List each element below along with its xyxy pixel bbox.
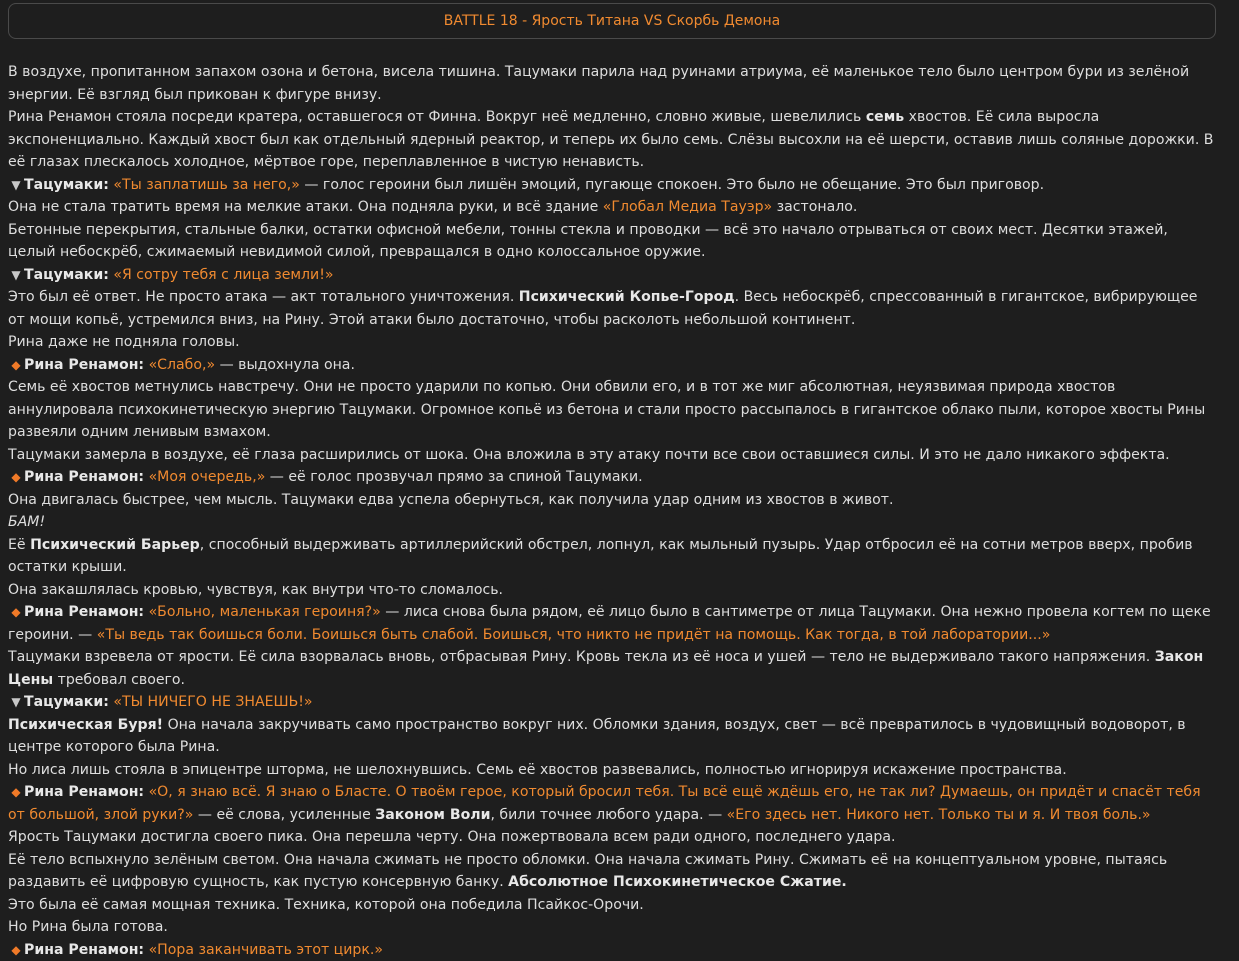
fox-icon: ◆ xyxy=(8,354,24,377)
text-run: — её слова, усиленные xyxy=(193,807,375,823)
narration-paragraph xyxy=(8,219,1214,264)
text-run: Но Рина была готова. xyxy=(8,919,168,935)
fox-icon: ◆ xyxy=(8,466,24,489)
narration-paragraph xyxy=(8,759,1214,782)
battle-title-bar xyxy=(8,3,1216,39)
text-run: Бетонные перекрытия, стальные балки, остатки офисной мебели, тонны стекла и проводки — всё это начало отрываться от своих мест. Десятки этажей, целый небоскрёб, сжимаемый невидимой силой, превращался в одно колоссальное оружие. xyxy=(8,222,1168,261)
bold-text: Рина Ренамон: xyxy=(24,942,144,958)
text-run: Это был её ответ. Не просто атака — акт тотального уничтожения. xyxy=(8,289,519,305)
story-text xyxy=(8,61,1214,961)
dialogue-line xyxy=(8,601,1214,646)
narration-paragraph xyxy=(8,849,1214,894)
bold-text: Рина Ренамон: xyxy=(24,357,144,373)
dialogue-line xyxy=(8,691,1214,714)
narration-paragraph xyxy=(8,826,1214,849)
quote-text: «ТЫ НИЧЕГО НЕ ЗНАЕШЬ!» xyxy=(113,694,312,710)
fox-icon: ◆ xyxy=(8,601,24,624)
bold-text: Рина Ренамон: xyxy=(24,784,144,800)
text-run: — выдохнула она. xyxy=(215,357,355,373)
text-run: Тацумаки взревела от ярости. Её сила взорвалась вновь, отбрасывая Рину. Кровь текла из её носа и ушей — тело не выдерживало такого напряжения. xyxy=(8,649,1155,665)
fox-icon: ◆ xyxy=(8,781,24,804)
bold-text: Рина Ренамон: xyxy=(24,469,144,485)
italic-text: БАМ! xyxy=(8,514,45,530)
text-run: требовал своего. xyxy=(53,672,185,688)
text-run: Это была её самая мощная техника. Техника, которой она победила Псайкос-Орочи. xyxy=(8,897,644,913)
bold-text: Психический Копье-Город xyxy=(519,289,735,305)
dialogue-line xyxy=(8,466,1214,489)
narration-paragraph xyxy=(8,916,1214,939)
tornado-icon: ▼ xyxy=(8,691,24,714)
narration-paragraph xyxy=(8,196,1214,219)
narration-paragraph xyxy=(8,511,1214,534)
text-run: Тацумаки замерла в воздухе, её глаза расширились от шока. Она вложила в эту атаку почти все свои оставшиеся силы. И это не дало никакого эффекта. xyxy=(8,447,1170,463)
text-run: Ярость Тацумаки достигла своего пика. Она перешла черту. Она пожертвовала всем ради одного, последнего удара. xyxy=(8,829,895,845)
text-run: застонало. xyxy=(772,199,857,215)
text-run: В воздухе, пропитанном запахом озона и бетона, висела тишина. Тацумаки парила над руинами атриума, её маленькое тело было центром бури из зелёной энергии. Её взгляд был прикован к фигуре внизу. xyxy=(8,64,1189,103)
narration-paragraph xyxy=(8,61,1214,106)
quote-text: «Ты ведь так боишься боли. Боишься быть слабой. Боишься, что никто не придёт на помощь. Как тогда, в той лаборатории...» xyxy=(97,627,1051,643)
text-run: . Весь небоскрёб, спрессованный в гигантское, вибрирующее от мощи копьё, устремился вниз, на Рину. Этой атаки было достаточно, чтобы расколоть небольшой континент. xyxy=(8,289,1197,328)
dialogue-line xyxy=(8,781,1214,826)
fox-icon: ◆ xyxy=(8,939,24,961)
bold-text: Рина Ренамон: xyxy=(24,604,144,620)
dialogue-line xyxy=(8,174,1214,197)
text-run: , били точнее любого удара. — xyxy=(490,807,726,823)
bold-text: семь xyxy=(866,109,904,125)
text-run: Её xyxy=(8,537,30,553)
text-run: — её голос прозвучал прямо за спиной Тацумаки. xyxy=(265,469,642,485)
narration-paragraph xyxy=(8,444,1214,467)
narration-paragraph xyxy=(8,714,1214,759)
bold-text: Психический Барьер xyxy=(30,537,200,553)
narration-paragraph xyxy=(8,376,1214,444)
tornado-icon: ▼ xyxy=(8,174,24,197)
bold-text: Закон Цены xyxy=(8,649,1203,688)
quote-text: «Ты заплатишь за него,» xyxy=(113,177,300,193)
bold-text: Законом Воли xyxy=(375,807,490,823)
quote-text: «Слабо,» xyxy=(149,357,216,373)
quote-text: «Его здесь нет. Никого нет. Только ты и я. И твоя боль.» xyxy=(727,807,1151,823)
narration-paragraph xyxy=(8,489,1214,512)
text-run: Рина Ренамон стояла посреди кратера, оставшегося от Финна. Вокруг неё медленно, словно живые, шевелились xyxy=(8,109,866,125)
text-run: Она не стала тратить время на мелкие атаки. Она подняла руки, и всё здание xyxy=(8,199,603,215)
text-run: Она начала закручивать само пространство вокруг них. Обломки здания, воздух, свет — всё превратилось в чудовищный водоворот, в центре которого была Рина. xyxy=(8,717,1186,756)
text-run: Семь её хвостов метнулись навстречу. Они не просто ударили по копью. Они обвили его, и в тот же миг абсолютная, неуязвимая природа хвостов аннулировала психокинетическую энергию Тацумаки. Огромное копьё из бетона и стали просто рассыпалось в гигантское облако пыли, которое хвосты Рины развеяли одним ленивым взмахом. xyxy=(8,379,1205,440)
text-run: Она двигалась быстрее, чем мысль. Тацумаки едва успела обернуться, как получила удар одним из хвостов в живот. xyxy=(8,492,893,508)
dialogue-line xyxy=(8,939,1214,961)
narration-paragraph xyxy=(8,894,1214,917)
text-run: Её тело вспыхнуло зелёным светом. Она начала сжимать не просто обломки. Она начала сжимать Рину. Сжимать её на концептуальном уровне, пытаясь раздавить её цифровую сущность, как пустую консервную банку. xyxy=(8,852,1167,891)
bold-text: Тацумаки: xyxy=(24,177,109,193)
dialogue-line xyxy=(8,354,1214,377)
text-run: Но лиса лишь стояла в эпицентре шторма, не шелохнувшись. Семь её хвостов развевались, полностью игнорируя искажение пространства. xyxy=(8,762,1067,778)
quote-text: «О, я знаю всё. Я знаю о Бласте. О твоём герое, который бросил тебя. Ты всё ещё ждёшь его, не так ли? Думаешь, он придёт и спасёт тебя от большой, злой руки?» xyxy=(8,784,1201,823)
bold-text: Психическая Буря! xyxy=(8,717,163,733)
text-run: Рина даже не подняла головы. xyxy=(8,334,240,350)
quote-text: «Пора заканчивать этот цирк.» xyxy=(149,942,383,958)
text-run: — голос героини был лишён эмоций, пугающе спокоен. Это было не обещание. Это был приговор. xyxy=(300,177,1044,193)
bold-text: Тацумаки: xyxy=(24,694,109,710)
dialogue-line xyxy=(8,264,1214,287)
text-run: Она закашлялась кровью, чувствуя, как внутри что-то сломалось. xyxy=(8,582,503,598)
quote-text: «Моя очередь,» xyxy=(149,469,266,485)
narration-paragraph xyxy=(8,646,1214,691)
quote-text: «Я сотру тебя с лица земли!» xyxy=(113,267,333,283)
text-run: хвостов. Её сила выросла экспоненциально. Каждый хвост был как отдельный ядерный реактор, и теперь их было семь. Слёзы высохли на её шерсти, оставив лишь соляные дорожки. В её глазах плескалось холодное, мёртвое горе, переплавленное в чистую ненависть. xyxy=(8,109,1213,170)
narration-paragraph xyxy=(8,106,1214,174)
quote-text: «Больно, маленькая героиня?» xyxy=(149,604,381,620)
narration-paragraph xyxy=(8,331,1214,354)
battle-title: BATTLE 18 - Ярость Титана VS Скорбь Демона xyxy=(444,10,780,33)
text-run: — лиса снова была рядом, её лицо было в сантиметре от лица Тацумаки. Она нежно провела когтем по щеке героини. — xyxy=(8,604,1211,643)
quote-text: «Глобал Медиа Тауэр» xyxy=(603,199,772,215)
narration-paragraph xyxy=(8,579,1214,602)
tornado-icon: ▼ xyxy=(8,264,24,287)
narration-paragraph xyxy=(8,534,1214,579)
bold-text: Абсолютное Психокинетическое Сжатие. xyxy=(508,874,847,890)
narration-paragraph xyxy=(8,286,1214,331)
text-run: , способный выдерживать артиллерийский обстрел, лопнул, как мыльный пузырь. Удар отбросил её на сотни метров вверх, пробив остатки крыши. xyxy=(8,537,1193,576)
bold-text: Тацумаки: xyxy=(24,267,109,283)
